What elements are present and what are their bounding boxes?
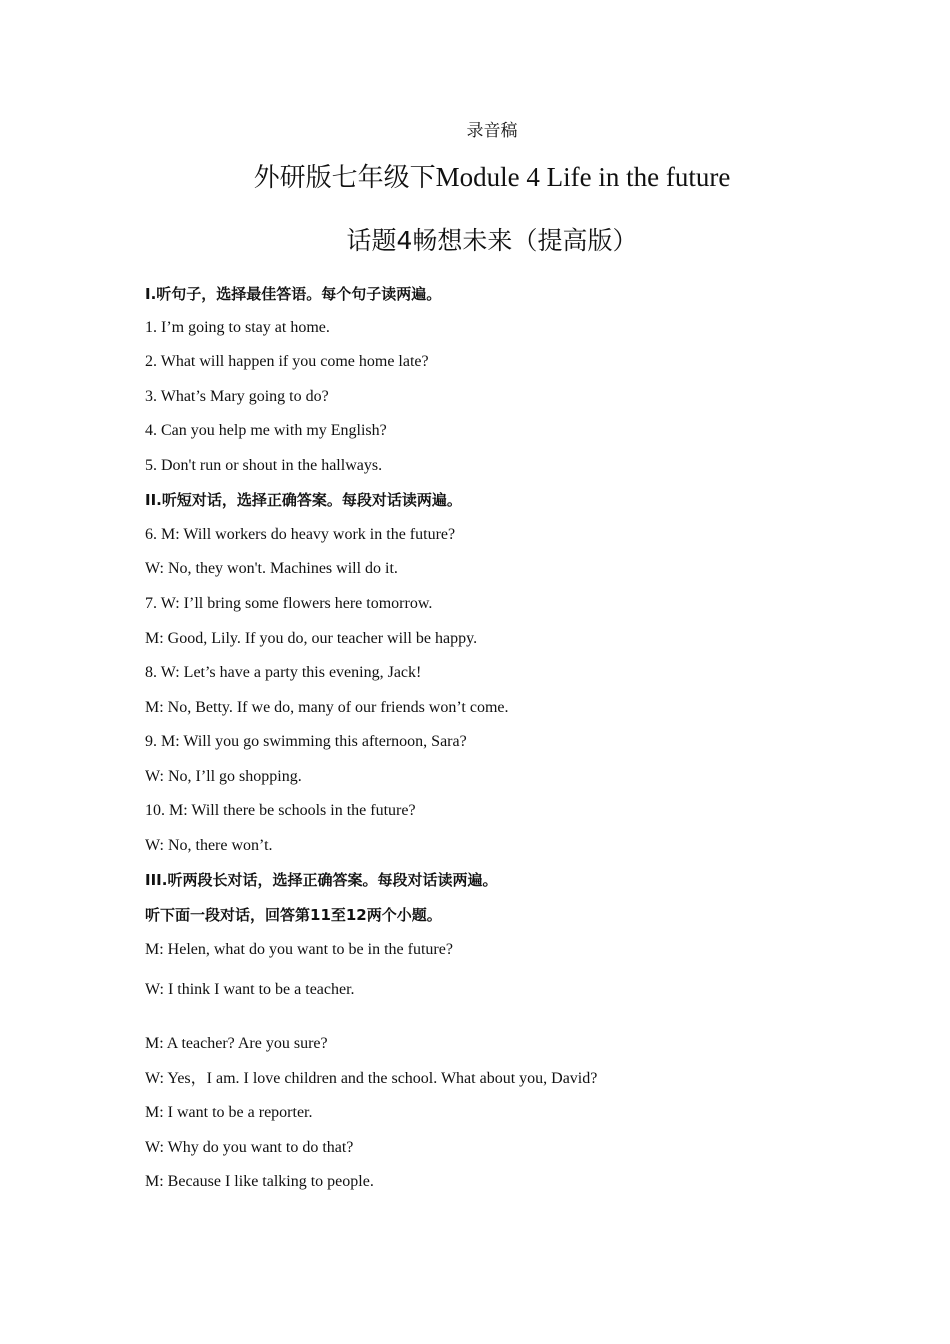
dialogue-line: W: Yes，I am. I love children and the school. What about you, David? [145,1070,598,1087]
question-line: 4. Can you help me with my English? [145,422,387,439]
title-english: Module 4 Life in the future [435,162,731,192]
section-1-heading: I.听句子，选择最佳答语。每个句子读两遍。 [145,285,442,303]
dialogue-line: M: A teacher? Are you sure? [145,1035,328,1052]
dialogue-line: W: No, I’ll go shopping. [145,768,302,785]
dialogue-line: W: No, there won’t. [145,837,273,854]
dialogue-line: 9. M: Will you go swimming this afternoon, Sara? [145,733,467,750]
dialogue-line: 8. W: Let’s have a party this evening, Jack! [145,664,422,681]
transcript-label: 录音稿 [466,121,518,141]
dialogue-line: M: I want to be a reporter. [145,1104,313,1121]
question-line: 5. Don't run or shout in the hallways. [145,457,383,474]
dialogue-line: M: Because I like talking to people. [145,1173,374,1190]
question-line: 3. What’s Mary going to do? [145,388,329,405]
section-3-subheading: 听下面一段对话，回答第11至12两个小题。 [145,906,442,924]
dialogue-line: M: Good, Lily. If you do, our teacher will be happy. [145,630,478,647]
section-3-heading: III.听两段长对话，选择正确答案。每段对话读两遍。 [145,871,498,889]
dialogue-line: 10. M: Will there be schools in the future? [145,802,416,819]
question-line: 1. I’m going to stay at home. [145,319,330,336]
dialogue-line: W: Why do you want to do that? [145,1139,354,1156]
dialogue-line: 6. M: Will workers do heavy work in the future? [145,526,456,543]
dialogue-line: M: No, Betty. If we do, many of our friends won’t come. [145,699,509,716]
dialogue-line: W: I think I want to be a teacher. [145,981,355,998]
section-2-heading: II.听短对话，选择正确答案。每段对话读两遍。 [145,491,462,509]
title-chinese: 外研版七年级下 [253,163,436,193]
dialogue-line: W: No, they won't. Machines will do it. [145,560,398,577]
dialogue-line: M: Helen, what do you want to be in the future? [145,941,453,958]
dialogue-line: 7. W: I’ll bring some flowers here tomorrow. [145,595,433,612]
page-title [0,160,950,195]
page-subtitle: 话题4畅想未来（提高版） [346,226,638,255]
question-line: 2. What will happen if you come home late? [145,353,429,370]
